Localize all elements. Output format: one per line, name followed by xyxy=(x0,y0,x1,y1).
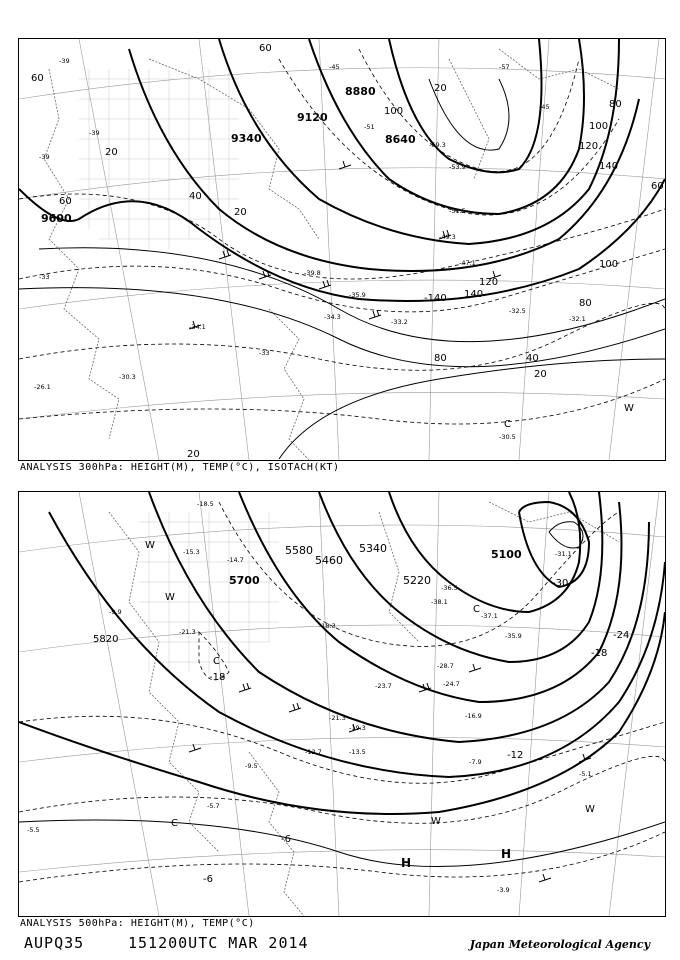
isotach-label: 60 xyxy=(651,181,664,192)
isotach-label: 20 xyxy=(234,207,247,218)
isotachs xyxy=(19,79,665,459)
height-label-5580: 5580 xyxy=(285,544,313,557)
height-label-8880: 8880 xyxy=(345,85,376,98)
temp-label: -59.3 xyxy=(429,141,446,149)
temp-label: -34.3 xyxy=(324,313,341,321)
station-label: -5.5 xyxy=(27,826,40,834)
isotach-label: -140 xyxy=(424,293,447,304)
isotach-label: 100 xyxy=(384,106,404,117)
isotach-label: 120 xyxy=(479,277,499,288)
temp-label: -39 xyxy=(89,129,100,137)
cold-center-symbol: C xyxy=(171,818,178,829)
station-label: -14.7 xyxy=(227,556,244,564)
warm-center-symbol: W xyxy=(585,804,595,815)
map-panel-500hpa xyxy=(18,491,666,917)
temp-contour-label: -18 xyxy=(209,672,226,683)
temp-label: -51 xyxy=(364,123,375,131)
warm-center-symbol: W xyxy=(165,592,175,603)
isotach-label: 20 xyxy=(105,147,118,158)
height-label-5340: 5340 xyxy=(359,542,387,555)
coastlines xyxy=(44,49,619,460)
warm-center-symbol: W xyxy=(145,540,155,551)
caption-300hpa: ANALYSIS 300hPa: HEIGHT(M), TEMP(°C), ISOTACH(KT) xyxy=(20,462,340,473)
isotach-label: 80 xyxy=(579,298,592,309)
temp-label: -32.1 xyxy=(569,315,586,323)
temp-label: -32.5 xyxy=(509,307,526,315)
valid-time: 151200UTC MAR 2014 xyxy=(128,934,309,952)
station-label: -24.7 xyxy=(443,680,460,688)
temp-label: -39 xyxy=(39,153,50,161)
temp-label: -33 xyxy=(39,273,50,281)
height-label-5460: 5460 xyxy=(315,554,343,567)
station-label: -5.7 xyxy=(207,802,220,810)
high-pressure-symbol: H xyxy=(501,847,512,861)
temp-contour-label: -24 xyxy=(613,630,630,641)
station-label: -18.5 xyxy=(197,500,214,508)
height-contours xyxy=(19,39,665,301)
isotach-labels xyxy=(31,43,664,460)
temp-label: -30.5 xyxy=(499,433,516,441)
isotach-label: 140 xyxy=(599,161,619,172)
isotach-label: 20 xyxy=(534,369,547,380)
station-label: -35.9 xyxy=(505,632,522,640)
temp-label: -47.1 xyxy=(459,259,476,267)
height-label-5820: 5820 xyxy=(93,634,119,645)
station-label: -21.3 xyxy=(329,714,346,722)
station-label: -21.3 xyxy=(179,628,196,636)
agency-name: Japan Meteorological Agency xyxy=(469,938,650,951)
isotach-label: 100 xyxy=(589,121,609,132)
map-500hpa-chart xyxy=(19,492,665,916)
station-label: -37.1 xyxy=(481,612,498,620)
height-label-9120: 9120 xyxy=(297,111,328,124)
station-label: -3.9 xyxy=(497,886,510,894)
caption-500hpa: ANALYSIS 500hPa: HEIGHT(M), TEMP(°C) xyxy=(20,918,255,929)
cold-center-symbol: C xyxy=(504,419,511,430)
temp-label: -45 xyxy=(329,63,340,71)
height-label-5100: 5100 xyxy=(491,548,522,561)
temp-contour-label: -6 xyxy=(281,834,291,845)
isotach-label: 100 xyxy=(599,259,619,270)
isotach-label: 20 xyxy=(187,449,200,460)
height-label-5700: 5700 xyxy=(229,574,260,587)
cold-center-symbol: C xyxy=(213,656,220,667)
station-label: -12.7 xyxy=(305,748,322,756)
temp-label: -33 xyxy=(259,349,270,357)
isotach-label: 80 xyxy=(434,353,447,364)
station-label: -7.9 xyxy=(469,758,482,766)
station-label: -38.1 xyxy=(431,598,448,606)
chart-code: AUPQ35 xyxy=(24,934,85,952)
isotach-label: 40 xyxy=(189,191,202,202)
temp-label: -34.1 xyxy=(189,323,206,331)
thin-contours xyxy=(19,522,665,867)
temp-label: -26.1 xyxy=(34,383,51,391)
isotach-label: 60 xyxy=(59,196,72,207)
isotach-label: 20 xyxy=(434,83,447,94)
temp-label: -30.3 xyxy=(119,373,136,381)
temp-label: -39 xyxy=(59,57,70,65)
isotach-label: 60 xyxy=(31,73,44,84)
terrain-hatch xyxy=(79,69,239,249)
map-panel-300hpa xyxy=(18,38,666,461)
temp-label: -57 xyxy=(499,63,510,71)
station-label: -9.9 xyxy=(109,608,122,616)
station-label: -36.5 xyxy=(441,584,458,592)
isotach-label: 140 xyxy=(464,289,484,300)
coastlines xyxy=(109,502,619,916)
isotherms xyxy=(19,49,665,424)
temp-contour-label: -18 xyxy=(591,648,608,659)
station-label: -5.1 xyxy=(579,770,592,778)
height-label-8640: 8640 xyxy=(385,133,416,146)
station-label: -9.5 xyxy=(245,762,258,770)
temp-contour-label: -30 xyxy=(552,578,569,589)
temp-contour-label: -12 xyxy=(507,750,524,761)
temp-label: -35.9 xyxy=(349,291,366,299)
temp-label: -53.9 xyxy=(449,163,466,171)
temp-label: -45 xyxy=(539,103,550,111)
warm-center-symbol: W xyxy=(624,403,634,414)
temp-label: -39.8 xyxy=(304,269,321,277)
cold-center-symbol: C xyxy=(473,604,480,615)
station-label: -16.9 xyxy=(465,712,482,720)
station-label: -23.7 xyxy=(375,682,392,690)
station-label: -13.5 xyxy=(349,748,366,756)
station-label: -18.3 xyxy=(319,622,336,630)
temp-label: -51.5 xyxy=(449,207,466,215)
isotach-label: 60 xyxy=(259,43,272,54)
station-label: -19.3 xyxy=(349,724,366,732)
temp-label: -33.2 xyxy=(391,318,408,326)
station-label: -15.3 xyxy=(183,548,200,556)
warm-center-symbol: W xyxy=(431,816,441,827)
temp-contour-label: -6 xyxy=(203,874,213,885)
temp-label: -49.3 xyxy=(439,233,456,241)
isotach-label: 120 xyxy=(579,141,599,152)
height-label-9340: 9340 xyxy=(231,132,262,145)
height-label-5220: 5220 xyxy=(403,574,431,587)
height-label-9600: 9600 xyxy=(41,212,72,225)
station-label: -28.7 xyxy=(437,662,454,670)
isotach-label: 40 xyxy=(526,353,539,364)
high-pressure-symbol: H xyxy=(401,856,412,870)
isotach-label: 80 xyxy=(609,99,622,110)
map-300hpa-chart xyxy=(19,39,665,460)
station-label: -31.1 xyxy=(555,550,572,558)
